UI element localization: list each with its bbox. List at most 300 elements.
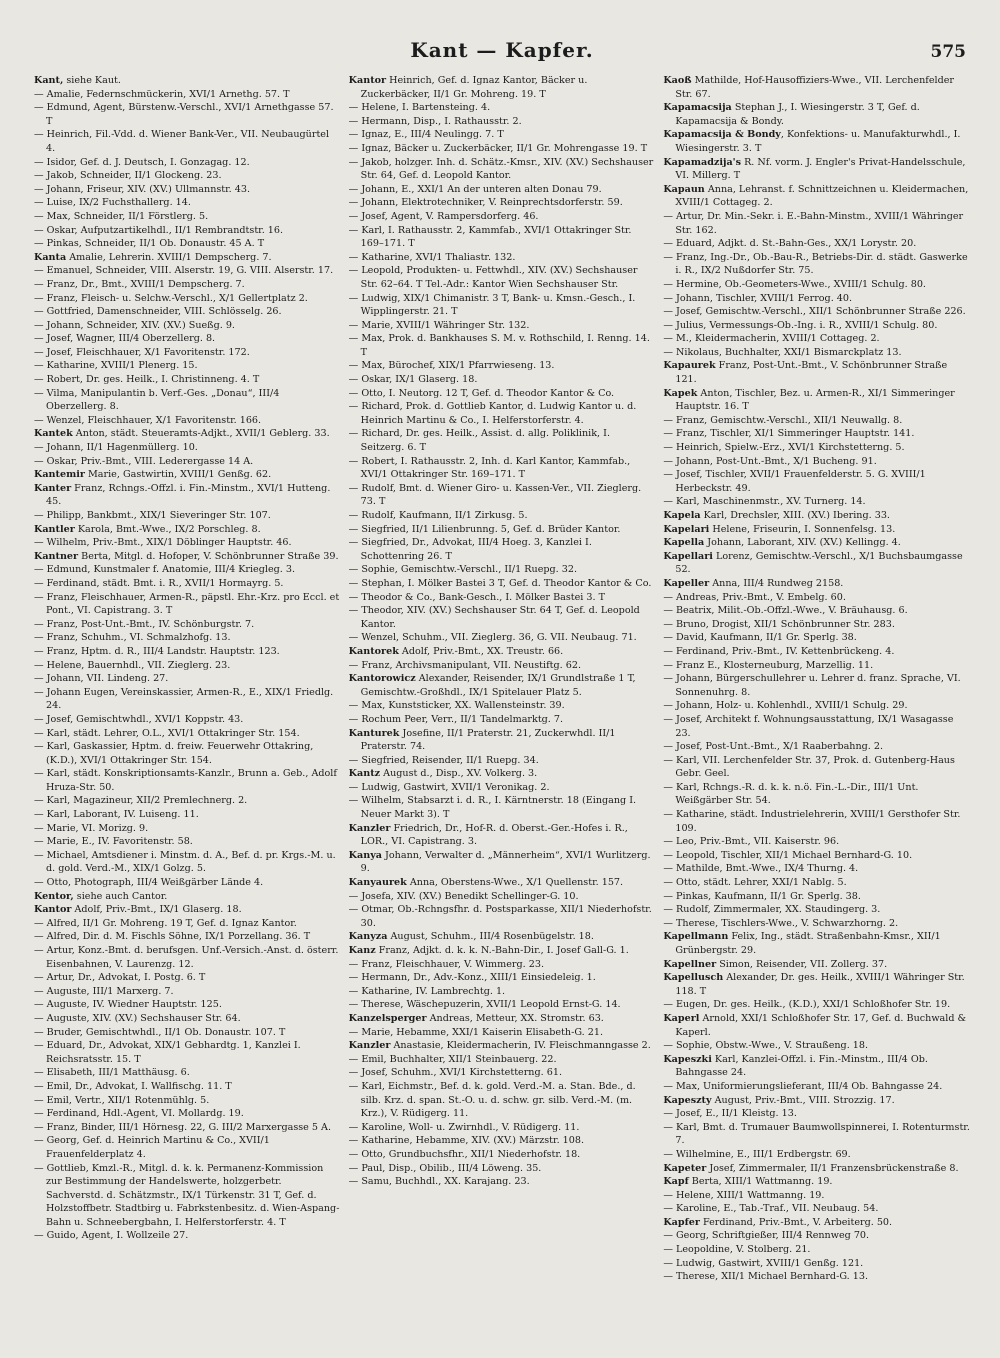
directory-entry: [663, 455, 970, 469]
directory-entry: [349, 985, 656, 999]
entry-details: — Mathilde, Bmt.-Wwe., IX/4 Thurng. 4.: [663, 863, 859, 875]
directory-entry: [663, 251, 970, 278]
directory-entry: [34, 822, 341, 836]
entry-details: — Johann, II/1 Hagenmüllerg. 10.: [34, 442, 198, 454]
entry-details: — Isidor, Gef. d. J. Deutsch, I. Gonzagag. 12.: [34, 156, 250, 168]
directory-entry: [34, 1039, 341, 1066]
entry-surname: Kanyza: [348, 931, 388, 943]
directory-entry: [349, 577, 656, 591]
entry-details: — Wenzel, Fleischhauer, X/1 Favoritenstr. 166.: [34, 414, 262, 426]
entry-details: — Andreas, Priv.-Bmt., V. Embelg. 60.: [663, 591, 846, 603]
entry-details: — Franz, Dr., Bmt., XVIII/1 Dempscherg. 7.: [34, 278, 245, 290]
directory-entry: [349, 998, 656, 1012]
entry-details: — Elisabeth, III/1 Matthäusg. 6.: [34, 1067, 190, 1079]
entry-details: — Wilhelmine, E., III/1 Erdbergstr. 69.: [663, 1148, 851, 1160]
directory-entry: [349, 536, 656, 563]
directory-entry: [34, 890, 341, 904]
directory-entry: [663, 237, 970, 251]
entry-details: Anna, III/4 Rundweg 2158.: [709, 577, 844, 589]
entry-details: Felix, Ing., städt. Straßenbahn-Kmsr., XII/1 Grünbergstr. 29.: [675, 931, 941, 956]
entry-surname: Kapellusch: [663, 972, 724, 984]
directory-entry: [34, 88, 341, 102]
directory-entry: [34, 156, 341, 170]
entry-details: — Karl, städt. Konskriptionsamts-Kanzlr., Brunn a. Geb., Adolf Hruza-Str. 50.: [34, 768, 337, 793]
directory-entry: [349, 523, 656, 537]
entry-details: — Marie, Hebamme, XXI/1 Kaiserin Elisabeth-G. 21.: [348, 1026, 603, 1038]
entry-details: Alexander, Reisender, IX/1 Grundlstraße 1 T, Gemischtw.-Großhdl., IX/1 Spitelauer Platz 5.: [360, 673, 636, 698]
directory-entry: [349, 930, 656, 944]
directory-entry: [349, 563, 656, 577]
entry-details: — Georg, Gef. d. Heinrich Martinu & Co., XVII/1 Frauenfelderplatz 4.: [34, 1135, 270, 1160]
entry-details: Mathilde, Hof-Hausoffiziers-Wwe., VII. Lerchenfelder Str. 67.: [675, 75, 954, 100]
directory-entry: [34, 917, 341, 931]
directory-entry: [34, 1121, 341, 1135]
entry-surname: Kapfer: [663, 1216, 700, 1228]
directory-entry: [663, 495, 970, 509]
entry-details: — Otto, I. Neutorg. 12 T, Gef. d. Theodor Kantor & Co.: [348, 387, 615, 399]
entry-details: August d., Disp., XV. Volkerg. 3.: [380, 768, 538, 780]
directory-entry: [349, 1039, 656, 1053]
directory-entry: [663, 754, 970, 781]
directory-entry: [34, 387, 341, 414]
entry-surname: Kapamadzija's: [663, 156, 742, 168]
entry-details: Anton, städt. Steueramts-Adjkt., XVII/1 Geblerg. 33.: [72, 428, 330, 440]
entry-details: — Alfred, Dir. d. M. Fischls Söhne, IX/1 Porzellang. 36. T: [34, 931, 311, 943]
entry-details: — Rudolf, Zimmermaler, XX. Staudingerg. 3.: [663, 904, 881, 916]
entry-details: — Therese, XII/1 Michael Bernhard-G. 13.: [663, 1271, 868, 1283]
directory-entry: [663, 713, 970, 740]
entry-details: — Karl, Magazineur, XII/2 Premlechnerg. 2.: [34, 795, 248, 807]
entry-details: — Max, Bürochef, XIX/1 Pfarrwieseng. 13.: [348, 360, 555, 372]
entry-details: — Josef, Schuhm., XVI/1 Kirchstetterng. 61.: [348, 1067, 562, 1079]
entry-details: — Franz, Fleisch- u. Selchw.-Verschl., X/1 Gellertplatz 2.: [34, 292, 308, 304]
page-header: [34, 38, 970, 74]
directory-entry: [349, 631, 656, 645]
column-right: [663, 74, 970, 1344]
entry-details: siehe auch Cantor.: [73, 890, 168, 902]
entry-details: — Bruno, Drogist, XII/1 Schönbrunner Str. 283.: [663, 618, 895, 630]
entry-details: — Therese, Tischlers-Wwe., V. Schwarzhorng. 2.: [663, 917, 899, 929]
entry-details: — Robert, I. Rathausstr. 2, Inh. d. Karl Kantor, Kammfab., XVI/1 Ottakringer Str. 169–171. T: [348, 455, 631, 481]
entry-details: — Michael, Amtsdiener i. Minstm. d. A., Bef. d. pr. Krgs.-M. u. d. gold. Verd.-M., XIX/1 Golzg. 5.: [34, 849, 336, 875]
entry-details: Franz, Rchngs.-Offzl. i. Fin.-Minstm., XVI/1 Hutteng. 45.: [46, 482, 331, 508]
entry-details: — Stephan, I. Mölker Bastei 3 T, Gef. d. Theodor Kantor & Co.: [348, 577, 652, 589]
directory-entry: [34, 359, 341, 373]
entry-details: — Johann, Post-Unt.-Bmt., X/1 Bucheng. 91.: [663, 455, 877, 467]
entry-surname: Kapellner: [663, 958, 717, 970]
entry-surname: Kapelari: [663, 523, 710, 535]
entry-details: — Johann, VII. Lindeng. 27.: [34, 673, 169, 685]
directory-entry: [663, 319, 970, 333]
entry-details: — Philipp, Bankbmt., XIX/1 Sieveringer Str. 107.: [34, 510, 271, 521]
entry-details: — Karl, städt. Lehrer, O.L., XVI/1 Ottakringer Str. 154.: [34, 727, 300, 739]
entry-details: siehe Kaut.: [63, 75, 121, 86]
entry-details: — Siegfried, Dr., Advokat, III/4 Hoeg. 3, Kanzlei I. Schottenring 26. T: [348, 537, 592, 562]
entry-details: — Ignaz, E., III/4 Neulingg. 7. T: [348, 129, 504, 141]
entry-surname: Kantor: [348, 75, 387, 86]
directory-entry: [663, 305, 970, 319]
directory-entry: [349, 128, 656, 142]
directory-entry: [349, 672, 656, 699]
directory-entry: [349, 958, 656, 972]
directory-entry: [349, 903, 656, 930]
directory-entry: [663, 958, 970, 972]
entry-details: — Therese, Wäschepuzerin, XVII/1 Leopold Ernst-G. 14.: [348, 999, 621, 1011]
entry-details: — Oskar, Priv.-Bmt., VIII. Lederergasse 14 A.: [34, 455, 254, 467]
directory-entry: [663, 849, 970, 863]
directory-entry: [349, 400, 656, 427]
directory-entry: [349, 359, 656, 373]
directory-entry: [349, 115, 656, 129]
directory-entry: [34, 523, 341, 537]
directory-entry: [663, 278, 970, 292]
entry-surname: Kapeter: [663, 1162, 707, 1174]
directory-entry: [349, 332, 656, 359]
directory-entry: [663, 835, 970, 849]
entry-details: — Beatrix, Milit.-Ob.-Offzl.-Wwe., V. Bräuhausg. 6.: [663, 605, 908, 617]
entry-details: — Karl, I. Rathausstr. 2, Kammfab., XVI/1 Ottakringer Str. 169–171. T: [348, 224, 632, 250]
entry-details: — Karl, Rchngs.-R. d. k. k. n.ö. Fin.-L.-Dir., III/1 Unt. Weißgärber Str. 54.: [663, 781, 919, 807]
entry-details: Helene, Friseurin, I. Sonnenfelsg. 13.: [709, 523, 896, 535]
directory-entry: [34, 1094, 341, 1108]
directory-entry: [349, 822, 656, 849]
entry-details: — Rudolf, Kaufmann, II/1 Zirkusg. 5.: [348, 510, 528, 521]
directory-entry: [34, 1012, 341, 1026]
entry-details: — Max, Prok. d. Bankhauses S. M. v. Rothschild, I. Renng. 14. T: [348, 333, 650, 358]
directory-entry: [34, 482, 341, 509]
directory-entry: [34, 414, 341, 428]
entry-details: — Ignaz, Bäcker u. Zuckerbäcker, II/1 Gr. Mohrengasse 19. T: [348, 142, 648, 154]
entry-details: Berta, Mitgl. d. Hofoper, V. Schönbrunner Straße 39.: [78, 550, 339, 562]
entry-details: — Leo, Priv.-Bmt., VII. Kaiserstr. 96.: [663, 836, 840, 848]
entry-surname: Kapella: [663, 537, 705, 549]
directory-entry: [663, 1202, 970, 1216]
directory-entry: [663, 1257, 970, 1271]
directory-entry: [349, 319, 656, 333]
directory-entry: [663, 903, 970, 917]
entry-surname: Kapaurek: [663, 360, 716, 372]
entry-details: Johann, Laborant, XIV. (XV.) Kellingg. 4.: [704, 537, 901, 549]
directory-entry: [34, 305, 341, 319]
directory-entry: [663, 890, 970, 904]
directory-entry: [349, 1026, 656, 1040]
entry-details: — Karoline, E., Tab.-Traf., VII. Neubaug. 54.: [663, 1203, 879, 1215]
directory-entry: [34, 264, 341, 278]
directory-entry: [349, 754, 656, 768]
entry-details: — Josef, E., II/1 Kleistg. 13.: [663, 1108, 797, 1120]
entry-details: — Ludwig, Gastwirt, XVIII/1 Genßg. 121.: [663, 1257, 864, 1269]
entry-details: — Nikolaus, Buchhalter, XXI/1 Bismarckplatz 13.: [663, 346, 902, 358]
directory-entry: [663, 591, 970, 605]
entry-surname: Kanzler: [348, 822, 391, 834]
directory-entry: [349, 1162, 656, 1176]
directory-entry: [349, 210, 656, 224]
entry-details: Karl, Kanzlei-Offzl. i. Fin.-Minstm., III/4 Ob. Bahngasse 24.: [675, 1053, 928, 1079]
entry-details: — David, Kaufmann, II/1 Gr. Sperlg. 38.: [663, 632, 857, 644]
entry-surname: Kantorowicz: [348, 673, 416, 685]
directory-entry: [663, 128, 970, 155]
entry-details: — Josef, Gemischtwhdl., XVI/1 Koppstr. 43.: [34, 713, 244, 725]
directory-entry: [34, 944, 341, 971]
entry-details: — Max, Uniformierungslieferant, III/4 Ob. Bahngasse 24.: [663, 1080, 943, 1092]
entry-details: — Marie, E., IV. Favoritenstr. 58.: [34, 836, 193, 848]
entry-details: — Katharine, städt. Industrielehrerin, XVIII/1 Gersthofer Str. 109.: [663, 809, 961, 834]
entry-details: — Artur, Konz.-Bmt. d. berufsgen. Unf.-Versich.-Anst. d. österr. Eisenbahnen, V. Laurenzg. 12.: [34, 945, 339, 970]
entry-details: — Leopold, Produkten- u. Fettwhdl., XIV. (XV.) Sechshauser Str. 62–64. T Tel.-Adr.: Kantor Wien Sechshauser Str.: [348, 265, 638, 290]
entry-details: — Auguste, III/1 Marxerg. 7.: [34, 985, 174, 997]
entry-details: — Wenzel, Schuhm., VII. Zieglerg. 36, G. VII. Neubaug. 71.: [348, 632, 637, 644]
entry-details: , Konfektions- u. Manufakturwhdl., I. Wiesingerstr. 3. T: [675, 129, 961, 154]
directory-entry: [663, 1080, 970, 1094]
directory-entry: [34, 278, 341, 292]
entry-details: Anton, Tischler, Bez. u. Armen-R., XI/1 Simmeringer Hauptstr. 16. T: [675, 387, 955, 413]
entry-details: — Samu, Buchhdl., XX. Karajang. 23.: [348, 1176, 530, 1188]
entry-details: — Johann, Tischler, XVIII/1 Ferrog. 40.: [663, 292, 853, 304]
directory-entry: [34, 808, 341, 822]
column-left: [34, 74, 341, 1344]
entry-surname: Kanta: [34, 251, 67, 263]
entry-details: Karola, Bmt.-Wwe., IX/2 Porschleg. 8.: [74, 523, 261, 535]
directory-entry: [349, 183, 656, 197]
entry-details: — Karoline, Woll- u. Zwirnhdl., V. Rüdigerg. 11.: [348, 1121, 580, 1133]
entry-surname: Kanzelsperger: [348, 1012, 427, 1024]
directory-entry: [349, 196, 656, 210]
directory-entry: [34, 74, 341, 88]
entry-details: — Emanuel, Schneider, VIII. Alserstr. 19, G. VIII. Alserstr. 17.: [34, 265, 334, 277]
directory-entry: [34, 985, 341, 999]
directory-entry: [34, 835, 341, 849]
directory-entry: [663, 998, 970, 1012]
directory-entry: [34, 740, 341, 767]
entry-surname: Kapamacsija: [663, 102, 732, 114]
entry-details: — Vilma, Manipulantin b. Verf.-Ges. „Donau“, III/4 Oberzellerg. 8.: [34, 387, 280, 413]
entry-details: — Julius, Vermessungs-Ob.-Ing. i. R., XVIII/1 Schulg. 80.: [663, 319, 938, 331]
directory-entry: [349, 1134, 656, 1148]
entry-details: Simon, Reisender, VII. Zollerg. 37.: [716, 958, 888, 970]
directory-entry: [663, 523, 970, 537]
directory-entry: [349, 509, 656, 523]
entry-surname: Kanz: [348, 945, 376, 956]
directory-entry: [349, 387, 656, 401]
directory-entry: [663, 1162, 970, 1176]
entry-details: — Karl, VII. Lerchenfelder Str. 37, Prok. d. Gutenberg-Haus Gebr. Geel.: [663, 754, 955, 780]
directory-entry: [34, 441, 341, 455]
directory-entry: [663, 536, 970, 550]
directory-entry: [663, 971, 970, 998]
entry-surname: Kanturek: [348, 727, 400, 739]
directory-entry: [663, 1189, 970, 1203]
directory-entry: [663, 672, 970, 699]
directory-entry: [34, 727, 341, 741]
entry-details: Adolf, Priv.-Bmt., XX. Treustr. 66.: [398, 645, 564, 657]
entry-details: — Emil, Dr., Advokat, I. Wallfischg. 11. T: [34, 1080, 232, 1092]
directory-entry: [663, 1012, 970, 1039]
directory-entry: [663, 631, 970, 645]
directory-entry: [349, 781, 656, 795]
directory-entry: [349, 373, 656, 387]
directory-entry: [349, 591, 656, 605]
directory-entry: [349, 427, 656, 454]
directory-entry: [34, 767, 341, 794]
entry-details: — Katharine, IV. Lambrechtg. 1.: [348, 985, 506, 997]
entry-surname: Kanter: [34, 482, 72, 494]
directory-entry: [34, 998, 341, 1012]
entry-details: — Hermann, Disp., I. Rathausstr. 2.: [348, 115, 522, 127]
entry-details: — Jakob, Schneider, II/1 Glockeng. 23.: [34, 170, 222, 182]
directory-entry: [34, 672, 341, 686]
entry-details: — Hermine, Ob.-Geometers-Wwe., XVIII/1 Schulg. 80.: [663, 278, 926, 290]
entry-details: — Franz, Tischler, XI/1 Simmeringer Hauptstr. 141.: [663, 428, 915, 440]
directory-entry: [34, 427, 341, 441]
entry-details: Josefine, II/1 Praterstr. 21, Zuckerwhdl. II/1 Praterstr. 74.: [360, 727, 616, 753]
directory-entry: [349, 604, 656, 631]
entry-details: — Heinrich, Spielw.-Erz., XVI/1 Kirchstetterng. 5.: [663, 442, 905, 454]
directory-entry: [34, 319, 341, 333]
directory-entry: [34, 332, 341, 346]
entry-details: — Paul, Disp., Obilib., III/4 Löweng. 35.: [348, 1162, 542, 1174]
entry-details: — Katharine, XVI/1 Thaliastr. 132.: [348, 251, 516, 263]
entry-details: — Ferdinand, Priv.-Bmt., IV. Kettenbrückeng. 4.: [663, 645, 895, 657]
entry-surname: Kantz: [348, 768, 381, 780]
entry-details: — Franz, Fleischhauer, V. Wimmerg. 23.: [348, 958, 545, 970]
entry-details: — Artur, Dr. Min.-Sekr. i. E.-Bahn-Minstm., XVIII/1 Währinger Str. 162.: [663, 210, 964, 236]
directory-entry: [663, 876, 970, 890]
entry-details: — Theodor, XIV. (XV.) Sechshauser Str. 64 T, Gef. d. Leopold Kantor.: [348, 605, 640, 630]
entry-details: Josef, Zimmermaler, II/1 Franzensbrückenstraße 8.: [706, 1162, 959, 1174]
entry-surname: Kapellmann: [663, 931, 729, 943]
directory-entry: [34, 237, 341, 251]
directory-entry: [663, 1039, 970, 1053]
entry-details: — Gottlieb, Kmzl.-R., Mitgl. d. k. k. Permanenz-Kommission zur Bestimmung der Handelswerte, holzgerbetr. Sachverstd. d. Schätzmstr., IX/1 Türkenstr. 31 T, Gef. d. Holzstoffbetr. Stadtbirg u. Fabrkstenbesitz. d. Wien-Aspang-Bahn u. Schneebergbahn, I. Helferstorferstr. 4. T: [34, 1162, 340, 1228]
entry-details: — Eduard, Dr., Advokat, XIX/1 Gebhardtg. 1, Kanzlei I. Reichsratsstr. 15. T: [34, 1040, 301, 1065]
entry-details: — Johann, Schneider, XIV. (XV.) Sueßg. 9.: [34, 319, 235, 331]
entry-details: — Josefa, XIV. (XV.) Benedikt Schellinger-G. 10.: [348, 890, 579, 902]
directory-entry: [349, 101, 656, 115]
directory-entry: [34, 971, 341, 985]
entry-surname: Kantorek: [348, 645, 399, 657]
directory-entry: [34, 794, 341, 808]
directory-entry: [34, 196, 341, 210]
entry-details: — Auguste, XIV. (XV.) Sechshauser Str. 64.: [34, 1012, 241, 1024]
entry-details: — Johann, Elektrotechniker, V. Reinprechtsdorferstr. 59.: [348, 197, 623, 209]
entry-details: — Ferdinand, Hdl.-Agent, VI. Mollardg. 19.: [34, 1108, 244, 1120]
entry-details: — Emil, Buchhalter, XII/1 Steinbauerg. 22.: [348, 1053, 557, 1065]
entry-details: Franz, Post-Unt.-Bmt., V. Schönbrunner Straße 121.: [675, 360, 948, 386]
directory-entry: [349, 74, 656, 101]
entry-details: — Eduard, Adjkt. d. St.-Bahn-Ges., XX/1 Lorystr. 20.: [663, 238, 917, 250]
running-head: Kant — Kapfer.: [410, 38, 594, 62]
entry-details: — Ludwig, XIX/1 Chimanistr. 3 T, Bank- u. Kmsn.-Gesch., I. Wipplingerstr. 21. T: [348, 292, 636, 318]
entry-details: — Max, Schneider, II/1 Förstlerg. 5.: [34, 210, 209, 222]
entry-details: Heinrich, Gef. d. Ignaz Kantor, Bäcker u. Zuckerbäcker, II/1 Gr. Mohreng. 19. T: [360, 75, 588, 100]
directory-entry: [663, 441, 970, 455]
entry-details: — Franz, Fleischhauer, Armen-R., päpstl. Ehr.-Krz. pro Eccl. et Pont., VI. Capistrang. 3. T: [34, 591, 340, 617]
directory-entry: [349, 727, 656, 754]
entry-details: — Franz, Post-Unt.-Bmt., IV. Schönburgstr. 7.: [34, 618, 255, 630]
directory-entry: [34, 1066, 341, 1080]
entry-details: — Josef, Post-Unt.-Bmt., X/1 Raaberbahng. 2.: [663, 741, 884, 753]
column-middle: [349, 74, 656, 1344]
directory-entry: [349, 890, 656, 904]
entry-details: — Gottfried, Damenschneider, VIII. Schlösselg. 26.: [34, 306, 282, 318]
entry-details: — Helene, Bauernhdl., VII. Zieglerg. 23.: [34, 659, 231, 671]
entry-details: — Theodor & Co., Bank-Gesch., I. Mölker Bastei 3. T: [348, 591, 606, 603]
entry-surname: Kantemir: [34, 469, 85, 481]
entry-details: R. Nf. vorm. J. Engler's Privat-Handelsschule, VI. Millerg. T: [675, 156, 966, 182]
directory-entry: [663, 427, 970, 441]
entry-surname: Kapellari: [663, 550, 713, 562]
entry-details: — Pinkas, Kaufmann, II/1 Gr. Sperlg. 38.: [663, 890, 861, 902]
entry-details: — Richard, Prok. d. Gottlieb Kantor, d. Ludwig Kantor u. d. Heinrich Martinu & Co., I. Helferstorferstr. 4.: [348, 401, 637, 426]
entry-details: — Franz, Binder, III/1 Hörnesg. 22, G. III/2 Marxergasse 5 A.: [34, 1121, 332, 1133]
entry-details: — Helene, I. Bartensteing. 4.: [348, 102, 491, 114]
entry-details: Johann, Verwalter d. „Männerheim“, XVI/1 Wurlitzerg. 9.: [360, 849, 651, 875]
entry-details: — Rudolf, Bmt. d. Wiener Giro- u. Kassen-Ver., VII. Zieglerg. 73. T: [348, 482, 642, 508]
directory-entry: [349, 156, 656, 183]
entry-details: — Amalie, Federnschmückerin, XVI/1 Arnethg. 57. T: [34, 88, 290, 100]
entry-surname: Kant,: [34, 75, 64, 86]
directory-entry: [34, 1026, 341, 1040]
directory-entry: [34, 930, 341, 944]
entry-surname: Kapeszki: [663, 1053, 712, 1065]
entry-details: — Alfred, II/1 Gr. Mohreng. 19 T, Gef. d. Ignaz Kantor.: [34, 917, 297, 929]
directory-entry: [349, 767, 656, 781]
entry-details: — Guido, Agent, I. Wollzeile 27.: [34, 1230, 189, 1242]
directory-entry: [663, 618, 970, 632]
entry-details: — Johann, E., XXI/1 An der unteren alten Donau 79.: [348, 183, 602, 195]
directory-entry: [349, 482, 656, 509]
entry-details: Ferdinand, Priv.-Bmt., V. Arbeiterg. 50.: [699, 1216, 893, 1228]
directory-entry: [663, 1094, 970, 1108]
entry-details: — Richard, Dr. ges. Heilk., Assist. d. allg. Poliklinik, I. Seitzerg. 6. T: [348, 428, 610, 454]
entry-surname: Kanya: [348, 849, 382, 861]
entry-details: — Robert, Dr. ges. Heilk., I. Christinneng. 4. T: [34, 374, 260, 386]
entry-details: Franz, Adjkt. d. k. k. N.-Bahn-Dir., I. Josef Gall-G. 1.: [375, 945, 629, 956]
directory-entry: [663, 468, 970, 495]
directory-entry: [349, 224, 656, 251]
directory-entry: [663, 156, 970, 183]
entry-details: August, Priv.-Bmt., VIII. Strozzig. 17.: [711, 1094, 895, 1106]
entry-details: — Franz, Ing.-Dr., Ob.-Bau-R., Betriebs-Dir. d. städt. Gaswerke i. R., IX/2 Nußdorfer Str. 75.: [663, 251, 968, 277]
directory-entry: [663, 659, 970, 673]
entry-surname: Kapaun: [663, 183, 705, 195]
directory-entry: [34, 577, 341, 591]
entry-details: — Siegfried, Reisender, II/1 Ruepg. 34.: [348, 754, 539, 766]
directory-entry: [34, 903, 341, 917]
directory-entry: [34, 169, 341, 183]
directory-entry: [349, 944, 656, 958]
directory-entry: [663, 346, 970, 360]
directory-entry: [663, 183, 970, 210]
entry-details: — Josef, Architekt f. Wohnungsausstattung, IX/1 Wasagasse 23.: [663, 713, 954, 739]
directory-entry: [34, 101, 341, 128]
entry-details: — Emil, Vertr., XII/1 Rotenmühlg. 5.: [34, 1094, 210, 1106]
entry-details: — Karl, Bmt. d. Trumauer Baumwollspinnerei, I. Rotenturmstr. 7.: [663, 1121, 970, 1147]
directory-entry: [34, 1229, 341, 1243]
entry-details: — Rochum Peer, Verr., II/1 Tandelmarktg. 7.: [348, 713, 564, 725]
directory-entry: [349, 251, 656, 265]
directory-entry: [34, 1080, 341, 1094]
entry-surname: Kapek: [663, 387, 698, 399]
directory-entry: [349, 645, 656, 659]
directory-entry: [349, 1121, 656, 1135]
directory-entry: [34, 455, 341, 469]
directory-entry: [663, 808, 970, 835]
directory-entry: [663, 1243, 970, 1257]
entry-details: — Edmund, Agent, Bürstenw.-Verschl., XVI/1 Arnethgasse 57. T: [34, 102, 334, 127]
entry-details: — Edmund, Kunstmaler f. Anatomie, III/4 Kriegleg. 3.: [34, 564, 296, 576]
entry-details: — Karl, Maschinenmstr., XV. Turnerg. 14.: [663, 496, 866, 508]
